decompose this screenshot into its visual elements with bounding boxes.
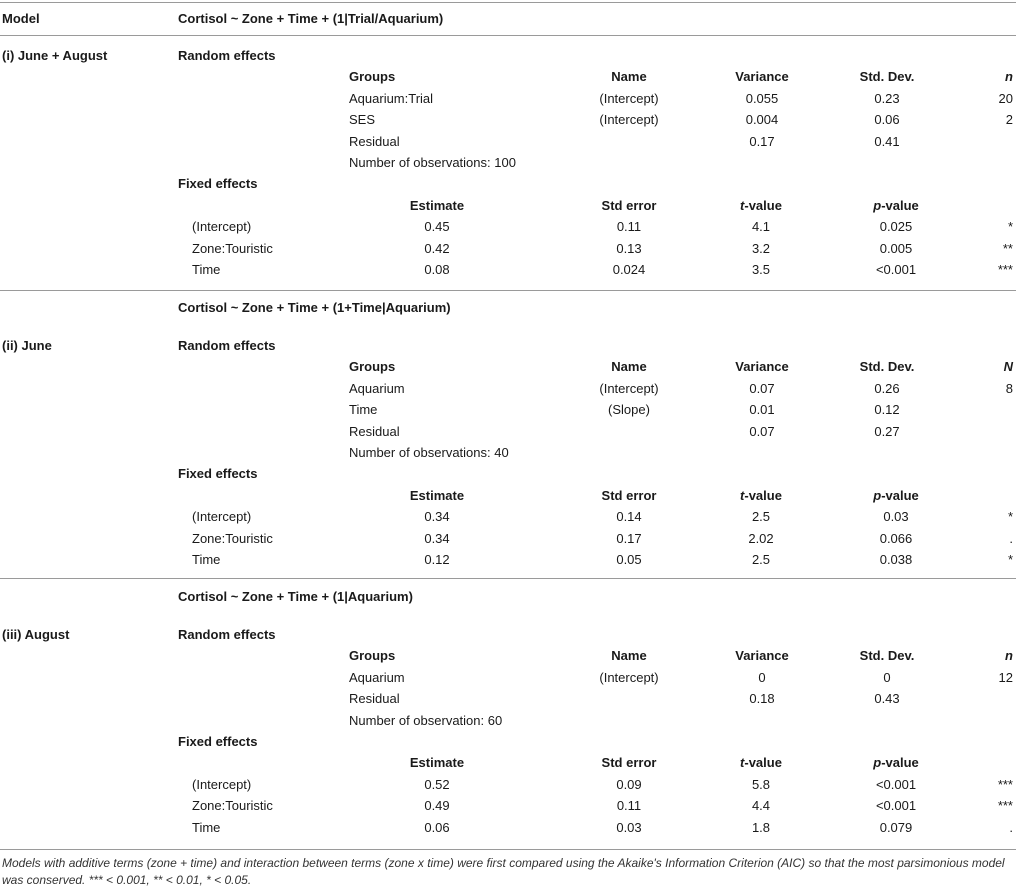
significance-marker: *** bbox=[997, 262, 1013, 277]
random-group-cell: Residual bbox=[349, 691, 400, 707]
random-group-cell: Residual bbox=[349, 133, 400, 149]
fixed-estimate-cell: 0.49 bbox=[424, 798, 450, 814]
random-std-dev-cell: 0.43 bbox=[874, 691, 900, 707]
section-formula: Cortisol ~ Zone + Time + (1+Time|Aquarium) bbox=[178, 300, 451, 315]
fixed-header-p-value: p-value bbox=[873, 755, 919, 771]
random-variance-cell: 0 bbox=[758, 669, 766, 685]
fixed-term-cell: (Intercept) bbox=[192, 509, 252, 525]
section-divider bbox=[0, 290, 1016, 291]
random-effects-label: Random effects bbox=[178, 338, 276, 353]
fixed-estimate-cell: 0.42 bbox=[424, 240, 450, 256]
fixed-term-cell: Time bbox=[192, 552, 221, 567]
fixed-t-value-cell: 2.02 bbox=[748, 530, 774, 546]
fixed-estimate-cell: 0.06 bbox=[424, 819, 450, 835]
fixed-term-cell: Zone:Touristic bbox=[192, 530, 273, 546]
fixed-effects-label: Fixed effects bbox=[178, 734, 258, 749]
random-header-variance: Variance bbox=[735, 648, 789, 664]
section-1-formula: Cortisol ~ Zone + Time + (1|Trial/Aquarium) bbox=[178, 11, 444, 26]
section-formula: Cortisol ~ Zone + Time + (1|Aquarium) bbox=[178, 589, 413, 604]
fixed-term-cell: Zone:Touristic bbox=[192, 798, 273, 814]
random-header-n: n bbox=[1005, 648, 1013, 664]
random-name-cell: (Slope) bbox=[608, 402, 650, 418]
fixed-estimate-cell: 0.52 bbox=[424, 776, 450, 792]
random-group-cell: Residual bbox=[349, 423, 400, 439]
fixed-header-estimate: Estimate bbox=[409, 487, 465, 503]
random-name-cell: (Intercept) bbox=[599, 90, 659, 106]
significance-marker: *** bbox=[997, 798, 1013, 814]
random-header-std-dev: Std. Dev. bbox=[859, 69, 915, 85]
fixed-t-value-cell: 2.5 bbox=[751, 552, 771, 567]
random-header-std-dev: Std. Dev. bbox=[859, 648, 915, 664]
fixed-effects-label: Fixed effects bbox=[178, 466, 258, 482]
random-group-cell: SES bbox=[349, 112, 376, 128]
random-variance-cell: 0.055 bbox=[745, 90, 779, 106]
random-std-dev-cell: 0 bbox=[883, 669, 891, 685]
fixed-t-value-cell: 3.2 bbox=[751, 240, 771, 256]
observations-count: Number of observation: 60 bbox=[349, 712, 503, 728]
fixed-std-error-cell: 0.05 bbox=[616, 552, 642, 567]
random-header-groups: Groups bbox=[349, 359, 396, 375]
random-effects-label: Random effects bbox=[178, 48, 276, 63]
random-name-cell: (Intercept) bbox=[599, 112, 659, 128]
random-std-dev-cell: 0.27 bbox=[874, 423, 900, 439]
random-n-cell: 12 bbox=[998, 669, 1013, 685]
fixed-t-value-cell: 3.5 bbox=[751, 262, 771, 277]
fixed-header-p-value: p-value bbox=[873, 487, 919, 503]
fixed-estimate-cell: 0.45 bbox=[424, 219, 450, 235]
random-header-name: Name bbox=[611, 359, 647, 375]
random-group-cell: Aquarium:Trial bbox=[349, 90, 434, 106]
fixed-std-error-cell: 0.13 bbox=[616, 240, 642, 256]
significance-marker: *** bbox=[997, 776, 1013, 792]
fixed-p-value-cell: 0.025 bbox=[879, 219, 913, 235]
fixed-header-t-value: t-value bbox=[740, 197, 782, 213]
section-divider bbox=[0, 578, 1016, 579]
model-label: (i) June + August bbox=[2, 48, 108, 63]
model-column-header: Model bbox=[2, 11, 40, 26]
fixed-term-cell: Time bbox=[192, 819, 221, 835]
fixed-t-value-cell: 1.8 bbox=[751, 819, 771, 835]
random-header-n: N bbox=[1003, 359, 1013, 375]
header-rule bbox=[0, 35, 1016, 36]
fixed-header-t-value: t-value bbox=[740, 755, 782, 771]
fixed-t-value-cell: 4.1 bbox=[751, 219, 771, 235]
fixed-p-value-cell: 0.079 bbox=[879, 819, 913, 835]
significance-marker: . bbox=[1009, 819, 1013, 835]
random-std-dev-cell: 0.12 bbox=[874, 402, 900, 418]
fixed-estimate-cell: 0.08 bbox=[424, 262, 450, 277]
random-header-groups: Groups bbox=[349, 648, 396, 664]
significance-marker: * bbox=[1007, 509, 1013, 525]
random-variance-cell: 0.18 bbox=[749, 691, 775, 707]
fixed-header-std-error: Std error bbox=[601, 487, 657, 503]
fixed-p-value-cell: <0.001 bbox=[875, 798, 917, 814]
observations-count: Number of observations: 40 bbox=[349, 445, 509, 460]
fixed-header-std-error: Std error bbox=[601, 197, 657, 213]
random-variance-cell: 0.07 bbox=[749, 423, 775, 439]
random-header-name: Name bbox=[611, 648, 647, 664]
fixed-term-cell: (Intercept) bbox=[192, 776, 252, 792]
random-name-cell: (Intercept) bbox=[599, 380, 659, 396]
random-group-cell: Time bbox=[349, 402, 378, 418]
fixed-term-cell: Time bbox=[192, 262, 221, 277]
significance-marker: * bbox=[1007, 219, 1013, 235]
fixed-header-p-value: p-value bbox=[873, 197, 919, 213]
fixed-std-error-cell: 0.03 bbox=[616, 819, 642, 835]
random-header-n: n bbox=[1005, 69, 1013, 85]
model-label: (iii) August bbox=[2, 627, 70, 642]
fixed-estimate-cell: 0.12 bbox=[424, 552, 450, 567]
table-top-rule bbox=[0, 2, 1016, 3]
random-n-cell: 20 bbox=[998, 90, 1013, 106]
random-variance-cell: 0.004 bbox=[745, 112, 779, 128]
fixed-std-error-cell: 0.09 bbox=[616, 776, 642, 792]
random-group-cell: Aquarium bbox=[349, 380, 405, 396]
fixed-p-value-cell: 0.03 bbox=[883, 509, 909, 525]
random-header-name: Name bbox=[611, 69, 647, 85]
fixed-estimate-cell: 0.34 bbox=[424, 530, 450, 546]
fixed-term-cell: (Intercept) bbox=[192, 219, 252, 235]
random-variance-cell: 0.01 bbox=[749, 402, 775, 418]
significance-marker: * bbox=[1007, 552, 1013, 567]
table-bottom-rule bbox=[0, 849, 1016, 850]
fixed-std-error-cell: 0.11 bbox=[616, 798, 642, 814]
random-std-dev-cell: 0.26 bbox=[874, 380, 900, 396]
random-effects-label: Random effects bbox=[178, 627, 276, 642]
fixed-p-value-cell: 0.066 bbox=[879, 530, 913, 546]
random-header-std-dev: Std. Dev. bbox=[859, 359, 915, 375]
fixed-p-value-cell: 0.005 bbox=[879, 240, 913, 256]
fixed-std-error-cell: 0.14 bbox=[616, 509, 642, 525]
fixed-p-value-cell: <0.001 bbox=[875, 776, 917, 792]
significance-marker: ** bbox=[1002, 240, 1013, 256]
fixed-header-estimate: Estimate bbox=[409, 197, 465, 213]
fixed-std-error-cell: 0.11 bbox=[616, 219, 642, 235]
random-std-dev-cell: 0.41 bbox=[874, 133, 900, 149]
random-n-cell: 2 bbox=[1005, 112, 1013, 128]
random-group-cell: Aquarium bbox=[349, 669, 405, 685]
fixed-header-estimate: Estimate bbox=[409, 755, 465, 771]
fixed-effects-label: Fixed effects bbox=[178, 176, 258, 192]
fixed-estimate-cell: 0.34 bbox=[424, 509, 450, 525]
fixed-header-t-value: t-value bbox=[740, 487, 782, 503]
random-header-variance: Variance bbox=[735, 69, 789, 85]
random-header-variance: Variance bbox=[735, 359, 789, 375]
random-variance-cell: 0.17 bbox=[749, 133, 775, 149]
fixed-t-value-cell: 4.4 bbox=[751, 798, 771, 814]
fixed-std-error-cell: 0.024 bbox=[612, 262, 646, 277]
random-n-cell: 8 bbox=[1005, 380, 1013, 396]
fixed-term-cell: Zone:Touristic bbox=[192, 240, 273, 256]
fixed-p-value-cell: <0.001 bbox=[875, 262, 917, 277]
random-std-dev-cell: 0.23 bbox=[874, 90, 900, 106]
random-std-dev-cell: 0.06 bbox=[874, 112, 900, 128]
random-variance-cell: 0.07 bbox=[749, 380, 775, 396]
significance-marker: . bbox=[1009, 530, 1013, 546]
fixed-p-value-cell: 0.038 bbox=[879, 552, 913, 567]
model-label: (ii) June bbox=[2, 338, 52, 353]
observations-count: Number of observations: 100 bbox=[349, 155, 516, 170]
table-footnote: Models with additive terms (zone + time) and interaction between terms (zone x time) were first compared using the Akaike's Information Criterion (AIC) so that the most parsimonious model was conserved. *** < 0.001, ** < 0.01, * < 0.05. bbox=[2, 856, 1005, 887]
fixed-t-value-cell: 5.8 bbox=[751, 776, 771, 792]
fixed-t-value-cell: 2.5 bbox=[751, 509, 771, 525]
random-name-cell: (Intercept) bbox=[599, 669, 659, 685]
random-header-groups: Groups bbox=[349, 69, 396, 85]
fixed-header-std-error: Std error bbox=[601, 755, 657, 771]
fixed-std-error-cell: 0.17 bbox=[616, 530, 642, 546]
